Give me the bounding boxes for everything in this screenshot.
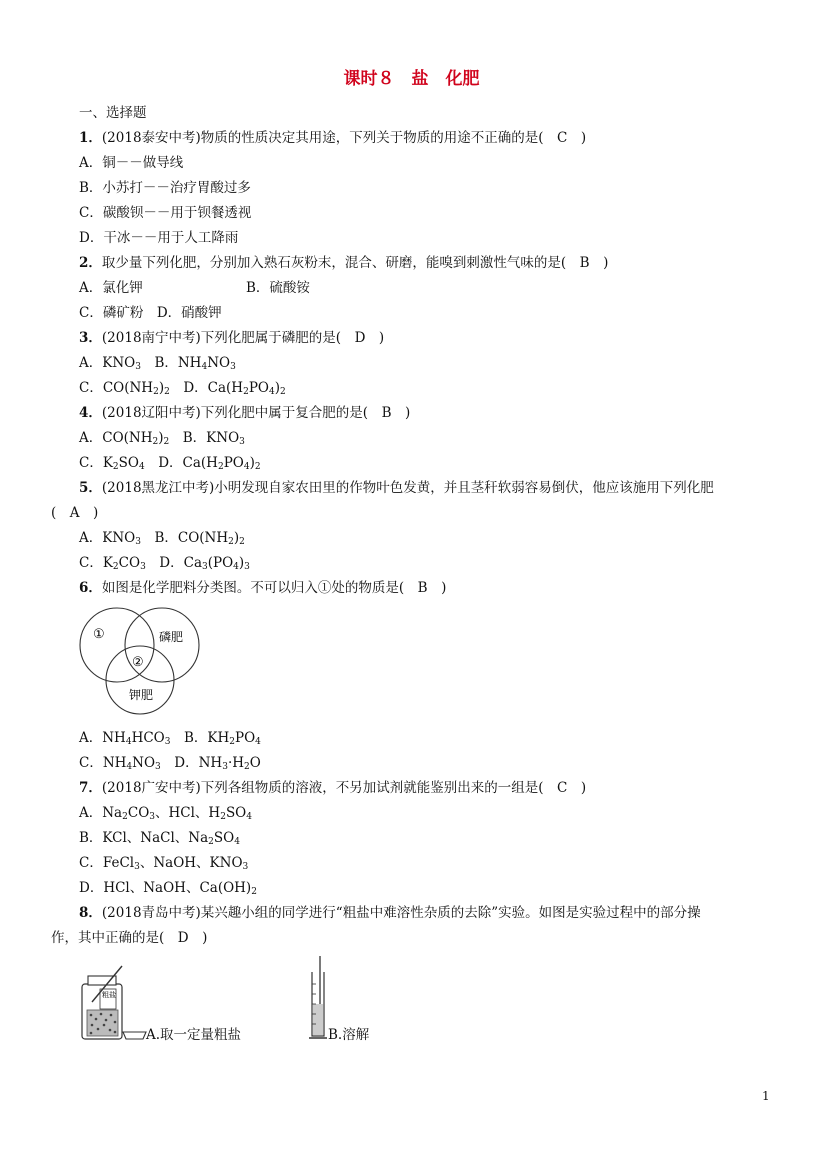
question-number: 7． [79,780,102,796]
options-cd: C．$CO(NH_2)_2$ D．$Ca(H_2PO_4)_2$ [79,380,286,397]
question-stem: (2018青岛中考)某兴趣小组的同学进行“粗盐中难溶性杂质的去除”实验。如图是实验过程中的部分操 [101,905,701,921]
options-ab: A．$CO(NH_2)_2$ B．$KNO_3$ [79,430,245,447]
venn-label-phosphate: 磷肥 [159,630,184,644]
question-number: 4． [79,405,102,421]
question-7 [79,779,586,797]
salt-jar-figure [78,962,148,1044]
question-stem: (2018泰安中考)物质的性质决定其用途，下列关于物质的用途不正确的是( C ) [101,130,587,146]
question-stem: 取少量下列化肥，分别加入熟石灰粉末，混合、研磨，能嗅到刺激性气味的是( B ) [101,255,609,271]
graduated-cylinder-figure [306,954,330,1044]
jar-label: 粗盐 [102,991,116,999]
question-stem: (2018辽阳中考)下列化肥中属于复合肥的是( B ) [101,405,411,421]
question-stem: 如图是化学肥料分类图。不可以归入①处的物质是( B ) [101,580,447,596]
option-c: C．FeCl$_3$、NaOH、$KNO_3$ [79,855,249,872]
question-6 [79,579,446,597]
question-number: 8． [79,905,102,921]
option-b: B．硫酸铵 [246,280,310,296]
figure-b-caption: B.溶解 [328,1027,370,1043]
options-ab: A．$NH_4HCO_3$ B．$KH_2PO_4$ [79,730,261,747]
question-8 [79,904,701,922]
page-title: 课时８ 盐 化肥 [343,69,480,89]
section-heading: 一、选择题 [79,105,147,121]
options-cd: C．$K_2SO_4$ D．$Ca(H_2PO_4)_2$ [79,455,261,472]
question-stem: (2018南宁中考)下列化肥属于磷肥的是( D ) [101,330,385,346]
option-d: D．HCl、NaOH、$Ca(OH)_2$ [79,880,257,897]
option-d: D．干冰－－用于人工降雨 [79,230,239,246]
option-b: B．KCl、NaCl、$Na_2SO_4$ [79,830,240,847]
question-stem: (2018黑龙江中考)小明发现自家农田里的作物叶色发黄，并且茎秆软弱容易倒伏，他应该施用下列化肥 [101,480,714,496]
question-4 [79,404,410,422]
question-number: 5． [79,480,102,496]
page-number: 1 [762,1089,770,1103]
option-c: C．碳酸钡－－用于钡餐透视 [79,205,252,221]
question-number: 6． [79,580,102,596]
option-a: A．氯化钾 [79,280,143,296]
figure-a-caption: A.取一定量粗盐 [146,1027,242,1043]
options-cd: C．$NH_4NO_3$ D．$NH_3\cdot H_2O$ [79,755,261,772]
question-stem: (2018广安中考)下列各组物质的溶液，不另加试剂就能鉴别出来的一组是( C ) [101,780,587,796]
venn-circle-phosphate [125,608,199,682]
question-2 [79,254,608,272]
question-number: 3． [79,330,102,346]
option-a: A．$Na_2CO_3$、HCl、$H_2SO_4$ [79,805,252,822]
question-number: 1． [79,130,102,146]
question-5 [79,479,714,497]
question-1 [79,129,586,147]
options-ab: A．$KNO_3$ B．$NH_4NO_3$ [79,355,236,372]
option-a: A．铜－－做导线 [79,155,184,171]
question-number: 2． [79,255,102,271]
question-3 [79,329,384,347]
venn-label-1: ① [93,627,105,642]
venn-circle-1 [80,608,154,682]
venn-label-2: ② [132,655,144,670]
options-ab: A．$KNO_3$ B．$CO(NH_2)_2$ [79,530,245,547]
venn-label-potash: 钾肥 [129,688,154,702]
option-b: B．小苏打－－治疗胃酸过多 [79,180,251,196]
fertilizer-venn-diagram [77,605,203,717]
options-cd: C．$K_2CO_3$ D．$Ca_3(PO_4)_3$ [79,555,250,572]
question-stem-continued: 作，其中正确的是( D ) [51,930,208,946]
option-c-d: C．磷矿粉 D．硝酸钾 [79,305,222,321]
question-answer: ( A ) [51,505,99,521]
